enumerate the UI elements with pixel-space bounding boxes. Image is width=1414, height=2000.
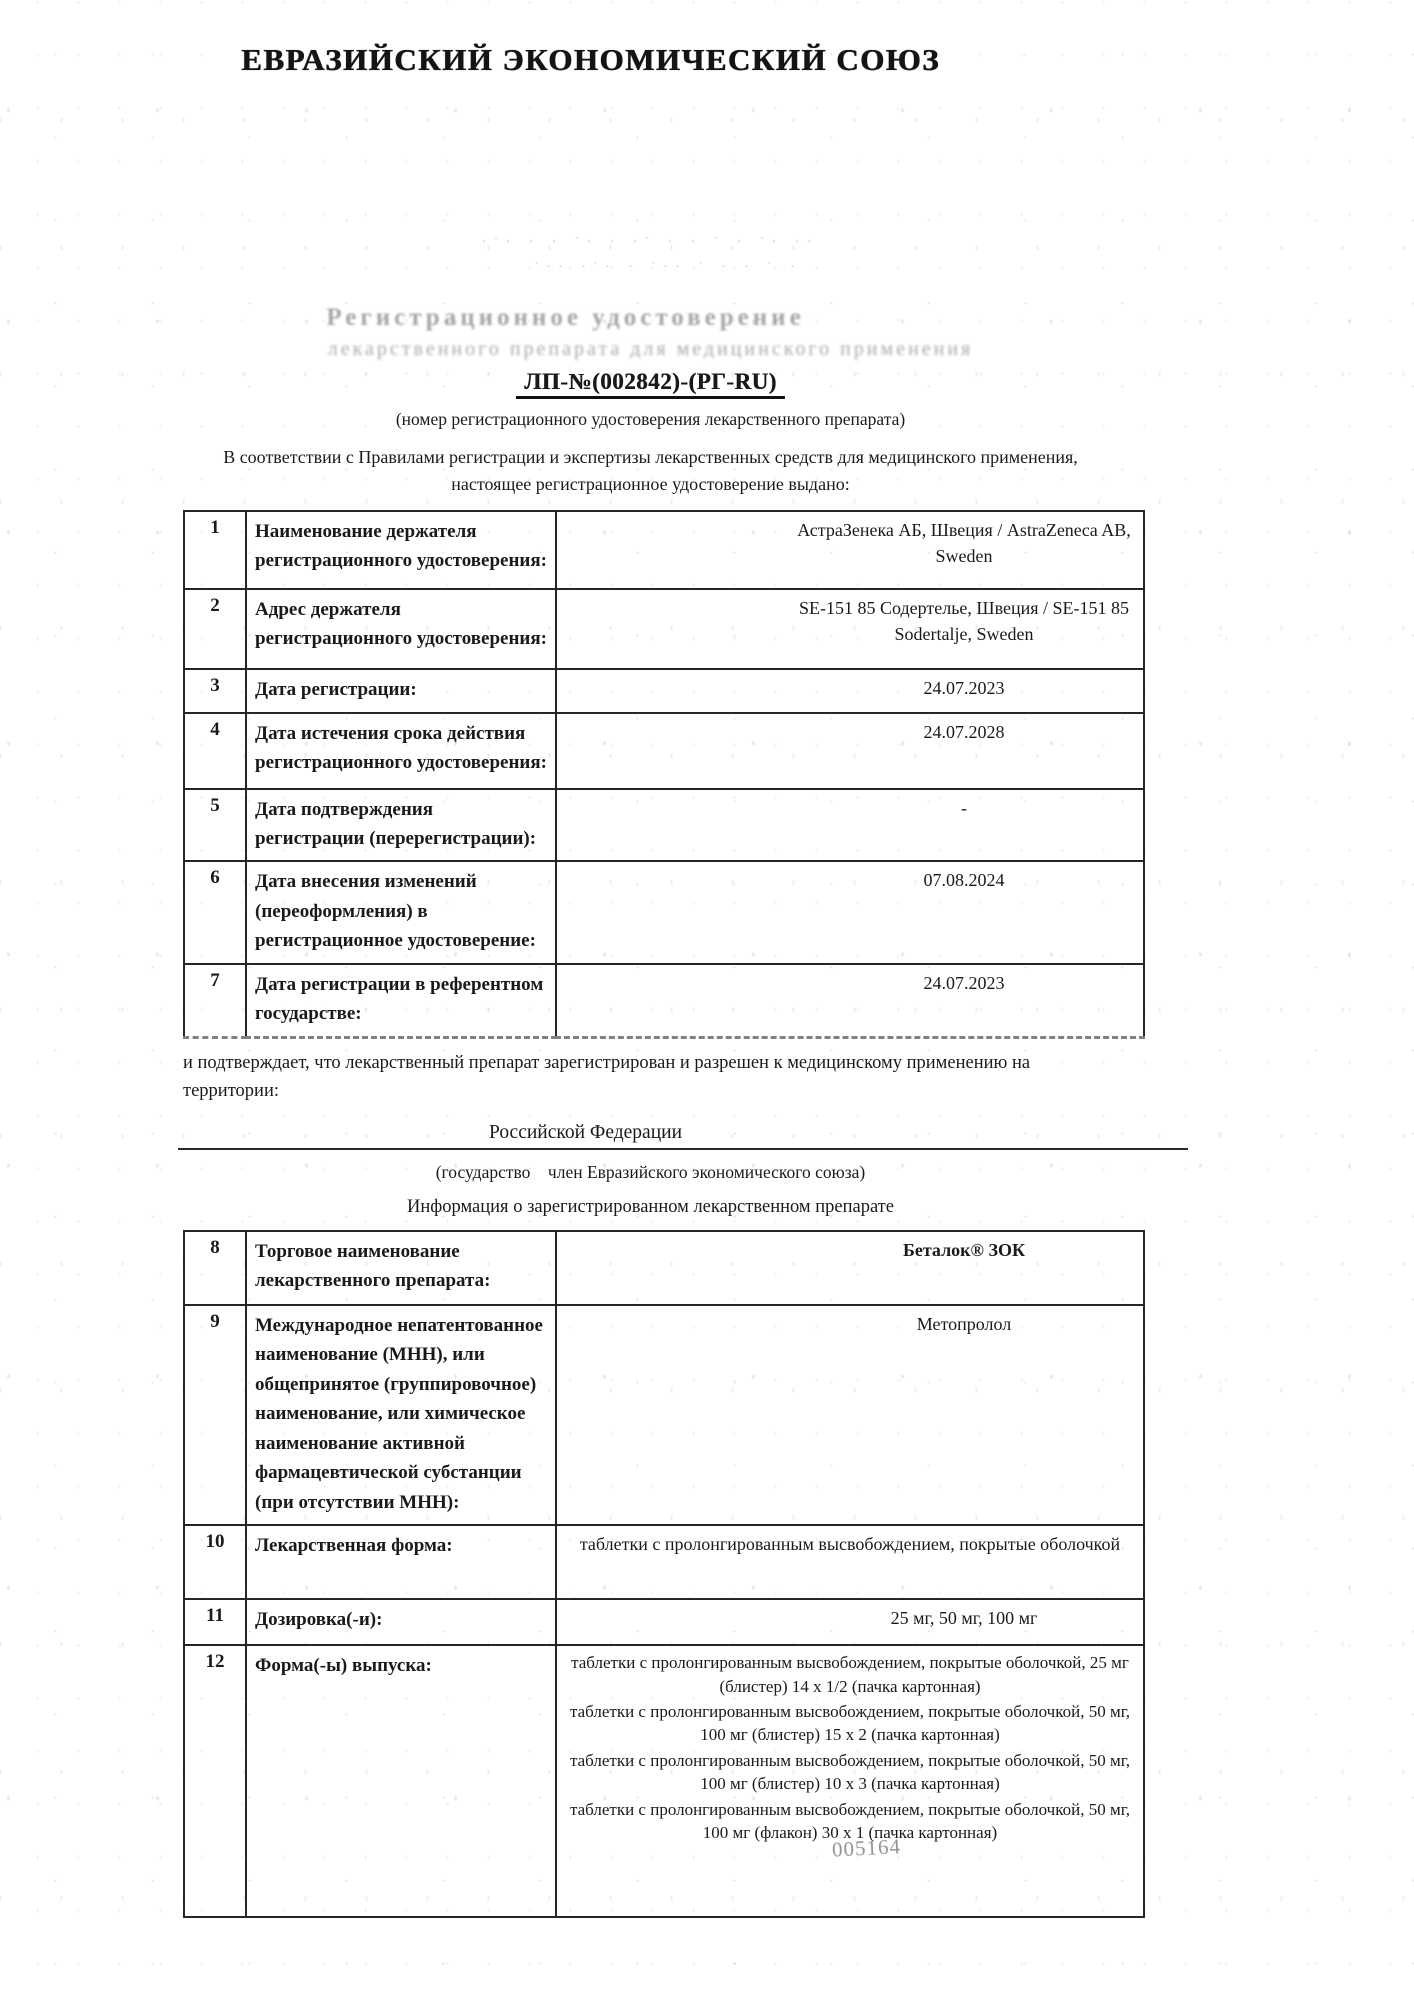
row-number: 2 <box>184 589 246 669</box>
row-value-text: SE-151 85 Содертелье, Швеция / SE-151 85 Sodertalje, Sweden <box>798 597 1130 644</box>
table-row <box>184 861 1144 963</box>
intro-paragraph: В соответствии с Правилами регистрации и экспертизы лекарственных средств для медицинского применения, настоящее регистрационное удостоверение выдано: <box>223 446 1078 494</box>
row-number: 4 <box>184 713 246 789</box>
row-label: Дата регистрации: <box>246 669 556 713</box>
release-form-line: таблетки с пролонгированным высвобождением, покрытые оболочкой, 50 мг, 100 мг (блистер) 10 х 3 (пачка картонная) <box>569 1750 1131 1794</box>
territory-caption: (государство член Евразийского экономического союза) <box>435 1162 866 1182</box>
row-label: Торговое наименование лекарственного препарата: <box>246 1231 556 1305</box>
row-value <box>556 789 1144 862</box>
row-number: 11 <box>184 1599 246 1645</box>
row-label: Дата истечения срока действия регистрационного удостоверения: <box>246 713 556 789</box>
row-label: Лекарственная форма: <box>246 1525 556 1599</box>
table-row <box>184 669 1144 713</box>
row-value-text: - <box>961 797 967 818</box>
row-value-text: Беталок® ЗОК <box>902 1240 1026 1260</box>
table-row <box>184 589 1144 669</box>
table-row <box>184 1305 1144 1525</box>
row-number: 1 <box>184 511 246 589</box>
table-row <box>184 1599 1144 1645</box>
faded-stamp-number: 005164 <box>831 1834 902 1862</box>
confirmation-text: и подтверждает, что лекарственный препарат зарегистрирован и разрешен к медицинскому применению на территории: <box>183 1052 1031 1102</box>
table-row <box>184 1231 1144 1305</box>
row-label: Форма(-ы) выпуска: <box>246 1645 556 1917</box>
row-label: Дата внесения изменений (переоформления) в регистрационное удостоверение: <box>246 861 556 963</box>
scan-noise-line: ˙·· ·˙· · ˙·· ˙ · · ˙ · <box>534 258 803 273</box>
territory-underline <box>178 1148 1188 1150</box>
territory-name: Российской Федерации <box>488 1122 683 1143</box>
row-number: 9 <box>184 1305 246 1525</box>
row-number: 5 <box>184 789 246 862</box>
release-form-line: таблетки с пролонгированным высвобождением, покрытые оболочкой, 25 мг (блистер) 14 х 1/2 (пачка картонная) <box>571 1653 1129 1696</box>
row-label: Дата подтверждения регистрации (перерегистрации): <box>246 789 556 862</box>
row-value <box>556 1599 1144 1645</box>
row-value <box>556 964 1144 1037</box>
row-value <box>556 713 1144 789</box>
info-heading: Информация о зарегистрированном лекарственном препарате <box>407 1197 894 1217</box>
faded-certificate-title: Регистрационное удостоверение <box>326 303 805 331</box>
row-value-text: Метопролол <box>916 1314 1012 1334</box>
faded-certificate-subtitle: лекарственного препарата для медицинского применения <box>327 337 974 360</box>
row-value-text: 24.07.2023 <box>923 677 1005 698</box>
table-row <box>184 789 1144 862</box>
row-value: таблетки с пролонгированным высвобождением, покрытые оболочкой <box>556 1525 1144 1599</box>
table-row <box>184 1645 1144 1917</box>
scan-noise-line: ·˙· · · ˙· · ·˙ · · ˙ · ˙· ·· <box>482 234 819 248</box>
row-value <box>556 1305 1144 1525</box>
row-number: 3 <box>184 669 246 713</box>
row-value-text: 07.08.2024 <box>923 870 1005 891</box>
row-number: 7 <box>184 964 246 1037</box>
row-value-text: 25 мг, 50 мг, 100 мг <box>890 1608 1038 1629</box>
row-value <box>556 669 1144 713</box>
row-value-text: 24.07.2028 <box>923 721 1005 742</box>
table-row <box>184 511 1144 589</box>
product-info-table <box>183 1230 1145 1918</box>
row-number: 10 <box>184 1525 246 1599</box>
row-value-text: 24.07.2023 <box>923 972 1005 993</box>
registration-number-wrap <box>183 369 1118 399</box>
page-content <box>183 42 1131 1918</box>
release-form-line: таблетки с пролонгированным высвобождением, покрытые оболочкой, 50 мг, 100 мг (блистер) 15 х 2 (пачка картонная) <box>569 1701 1131 1745</box>
row-label: Адрес держателя регистрационного удостоверения: <box>246 589 556 669</box>
table-row <box>184 713 1144 789</box>
row-value <box>556 1645 1144 1917</box>
table-row <box>184 964 1144 1037</box>
row-number: 12 <box>184 1645 246 1917</box>
row-label: Дозировка(-и): <box>246 1599 556 1645</box>
row-label: Дата регистрации в референтном государстве: <box>246 964 556 1037</box>
release-form-line: таблетки с пролонгированным высвобождением, покрытые оболочкой, 50 мг, 100 мг (флакон) 30 х 1 (пачка картонная) <box>569 1799 1131 1843</box>
row-value-text: АстраЗенека АБ, Швеция / AstraZeneca AB, Sweden <box>797 519 1131 566</box>
row-value <box>556 511 1144 589</box>
row-value <box>556 1231 1144 1305</box>
table-row <box>184 1525 1144 1599</box>
registration-number-caption: (номер регистрационного удостоверения лекарственного препарата) <box>395 408 906 429</box>
row-value <box>556 589 1144 669</box>
row-label: Наименование держателя регистрационного удостоверения: <box>246 511 556 589</box>
row-value <box>556 861 1144 963</box>
row-label: Международное непатентованное наименование (МНН), или общепринятое (группировочное) наименование, или химическое наименование активной фармацевтической субстанции (при отсутствии МНН): <box>246 1305 556 1525</box>
union-title: ЕВРАЗИЙСКИЙ ЭКОНОМИЧЕСКИЙ СОЮЗ <box>241 42 940 77</box>
row-number: 8 <box>184 1231 246 1305</box>
row-number: 6 <box>184 861 246 963</box>
holder-info-table <box>183 510 1145 1039</box>
registration-number: ЛП-№(002842)-(РГ-RU) <box>516 369 785 399</box>
